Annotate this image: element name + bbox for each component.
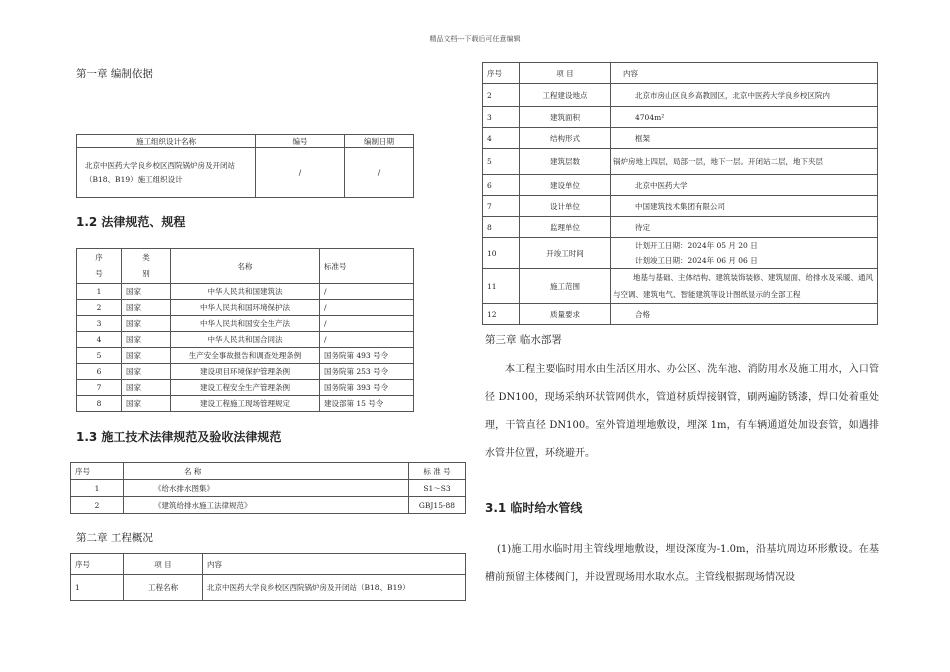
- overview-right-cell-content: 框架: [611, 128, 878, 149]
- table-row: [483, 107, 878, 128]
- laws-cell-no: 7: [77, 380, 122, 396]
- overview-right-cell-no: 12: [483, 304, 520, 325]
- overview-right-cell-content: 计划开工日期：2024年 05 月 20 日 计划竣工日期：2024年 06 月 06 日: [611, 238, 878, 269]
- laws-cell-name: 建设工程安全生产管理条例: [171, 380, 320, 396]
- tech-cell-no: 2: [71, 497, 124, 514]
- laws-cell-name: 中华人民共和国安全生产法: [171, 316, 320, 332]
- overview-right-cell-no: 7: [483, 196, 520, 217]
- tech-cell-std: GBJ15-88: [409, 497, 466, 514]
- overview-right-cell-item: 建筑面积: [520, 107, 611, 128]
- table-row: [77, 396, 414, 412]
- basis-table: [76, 134, 414, 198]
- overview-right-cell-no: 8: [483, 217, 520, 238]
- tech-header-name: 名 称: [124, 463, 409, 480]
- laws-cell-type: 国家: [122, 396, 171, 412]
- laws-cell-std: 国务院第 393 号令: [320, 380, 414, 396]
- overview-right-cell-content: 北京市房山区良乡高教园区，北京中医药大学良乡校区院内: [611, 84, 878, 107]
- section-1-3-title: 1.3 施工技术法律规范及验收法律规范: [76, 430, 282, 444]
- laws-cell-std: /: [320, 316, 414, 332]
- overview-right-cell-content: 锅炉房地上四层，局部一层，地下一层。开闭站二层，地下夹层: [611, 149, 878, 175]
- overview-right-cell-no: 3: [483, 107, 520, 128]
- laws-cell-type: 国家: [122, 316, 171, 332]
- table-row: [77, 348, 414, 364]
- tech-cell-name: 《给水排水图集》: [124, 480, 409, 497]
- section-1-2-title: 1.2 法律规范、规程: [76, 215, 186, 229]
- tech-cell-std: S1～S3: [409, 480, 466, 497]
- chapter2-title: 第二章 工程概况: [76, 532, 153, 544]
- table-row: [77, 332, 414, 348]
- laws-cell-std: /: [320, 332, 414, 348]
- table-row: [71, 480, 466, 497]
- table-row: [483, 217, 878, 238]
- tech-standards-table: [70, 462, 466, 514]
- overview-right-cell-content: 4704m²: [611, 107, 878, 128]
- overview-right-cell-item: 工程建设地点: [520, 84, 611, 107]
- overview-right-cell-content: 待定: [611, 217, 878, 238]
- table-row: [77, 316, 414, 332]
- basis-cell-code: /: [256, 148, 345, 198]
- laws-cell-name: 生产安全事故报告和调查处理条例: [171, 348, 320, 364]
- overview-left-cell-item: 工程名称: [124, 575, 203, 601]
- laws-cell-name: 中华人民共和国建筑法: [171, 284, 320, 300]
- table-row: [77, 300, 414, 316]
- laws-cell-no: 2: [77, 300, 122, 316]
- table-row: [483, 238, 878, 269]
- laws-cell-name: 建设工程施工现场管理规定: [171, 396, 320, 412]
- overview-right-cell-item: 开竣工时间: [520, 238, 611, 269]
- table-row: [483, 128, 878, 149]
- table-row: [483, 196, 878, 217]
- laws-header-name: 名称: [171, 249, 320, 284]
- overview-left-header-item: 项 目: [124, 554, 203, 575]
- chapter3-paragraph: 本工程主要临时用水由生活区用水、办公区、洗车池、消防用水及施工用水，入口管径 DN100，现场采纳环状管网供水，管道材质焊接钢管，刷两遍防锈漆，焊口处着重处理，干管直径 DN100。室外管道埋地敷设，埋深 1m，有车辆通道处加设套管，如遇排水管井位置，环绕避开。: [485, 364, 879, 459]
- table-row: [483, 304, 878, 325]
- overview-right-cell-item: 设计单位: [520, 196, 611, 217]
- laws-cell-std: 建设部第 15 号令: [320, 396, 414, 412]
- page-header-note: 精品文档---下载后可任意编辑: [429, 35, 521, 43]
- basis-header-code: 编号: [256, 135, 345, 148]
- section-3-1-title: 3.1 临时给水管线: [485, 501, 583, 515]
- laws-cell-no: 1: [77, 284, 122, 300]
- table-row: [77, 284, 414, 300]
- overview-right-cell-content: 北京中医药大学: [611, 175, 878, 196]
- laws-cell-name: 中华人民共和国合同法: [171, 332, 320, 348]
- overview-right-cell-item: 建设单位: [520, 175, 611, 196]
- overview-right-cell-no: 11: [483, 269, 520, 304]
- laws-cell-no: 4: [77, 332, 122, 348]
- laws-cell-type: 国家: [122, 284, 171, 300]
- overview-left-cell-no: 1: [71, 575, 124, 601]
- tech-cell-name: 《建筑给排水施工法律规范》: [124, 497, 409, 514]
- table-row: [71, 497, 466, 514]
- overview-right-header-content: 内容: [611, 63, 878, 84]
- table-row: [483, 149, 878, 175]
- laws-cell-type: 国家: [122, 364, 171, 380]
- laws-cell-std: 国务院第 493 号令: [320, 348, 414, 364]
- overview-right-cell-item: 质量要求: [520, 304, 611, 325]
- basis-header-name: 施工组织设计名称: [77, 135, 256, 148]
- overview-right-cell-no: 4: [483, 128, 520, 149]
- section-3-1-paragraph: (1)施工用水临时用主管线埋地敷设，埋设深度为-1.0m，沿基坑周边环形敷设。在基槽前预留主体楼阀门，并设置现场用水取水点。主管线根据现场情况设: [485, 544, 879, 583]
- laws-header-std: 标准号: [320, 249, 414, 284]
- tech-header-std: 标 准 号: [409, 463, 466, 480]
- overview-right-cell-item: 建筑层数: [520, 149, 611, 175]
- overview-table-left: [70, 553, 466, 601]
- overview-right-cell-no: 6: [483, 175, 520, 196]
- laws-header-no: 序 号: [77, 249, 122, 284]
- overview-left-header-no: 序号: [71, 554, 124, 575]
- laws-cell-name: 建设项目环境保护管理条例: [171, 364, 320, 380]
- overview-right-header-item: 项 目: [520, 63, 611, 84]
- laws-cell-no: 3: [77, 316, 122, 332]
- overview-right-cell-item: 施工范围: [520, 269, 611, 304]
- table-row: [77, 380, 414, 396]
- laws-table: [76, 248, 414, 412]
- laws-cell-std: 国务院第 253 号令: [320, 364, 414, 380]
- overview-right-cell-content: 地基与基础、主体结构、建筑装饰装修、建筑屋面、给排水及采暖、通风与空调、建筑电气、智能建筑等设计图纸显示的全部工程: [611, 269, 878, 304]
- laws-cell-name: 中华人民共和国环境保护法: [171, 300, 320, 316]
- basis-header-date: 编制日期: [345, 135, 414, 148]
- overview-right-cell-item: 结构形式: [520, 128, 611, 149]
- laws-cell-type: 国家: [122, 332, 171, 348]
- laws-cell-type: 国家: [122, 300, 171, 316]
- laws-cell-no: 8: [77, 396, 122, 412]
- basis-cell-date: /: [345, 148, 414, 198]
- table-row: [483, 269, 878, 304]
- basis-cell-name: 北京中医药大学良乡校区西院锅炉房及开闭站（B18、B19）施工组织设计: [77, 148, 256, 198]
- table-row: [483, 175, 878, 196]
- laws-cell-type: 国家: [122, 348, 171, 364]
- overview-right-cell-no: 2: [483, 84, 520, 107]
- table-row: [483, 84, 878, 107]
- overview-right-cell-content: 中国建筑技术集团有限公司: [611, 196, 878, 217]
- overview-table-right: [482, 62, 878, 325]
- laws-header-type: 类 别: [122, 249, 171, 284]
- overview-right-cell-content: 合格: [611, 304, 878, 325]
- overview-right-cell-item: 监理单位: [520, 217, 611, 238]
- overview-right-cell-no: 5: [483, 149, 520, 175]
- laws-cell-std: /: [320, 300, 414, 316]
- laws-cell-type: 国家: [122, 380, 171, 396]
- overview-right-cell-no: 10: [483, 238, 520, 269]
- table-row: [77, 364, 414, 380]
- laws-cell-std: /: [320, 284, 414, 300]
- laws-cell-no: 6: [77, 364, 122, 380]
- laws-cell-no: 5: [77, 348, 122, 364]
- chapter3-title: 第三章 临水部署: [485, 334, 562, 346]
- tech-cell-no: 1: [71, 480, 124, 497]
- tech-header-no: 序号: [71, 463, 124, 480]
- overview-right-header-no: 序号: [483, 63, 520, 84]
- chapter1-title: 第一章 编制依据: [76, 68, 153, 80]
- overview-left-header-content: 内容: [203, 554, 466, 575]
- overview-left-cell-content: 北京中医药大学良乡校区西院锅炉房及开闭站（B18、B19）: [203, 575, 466, 601]
